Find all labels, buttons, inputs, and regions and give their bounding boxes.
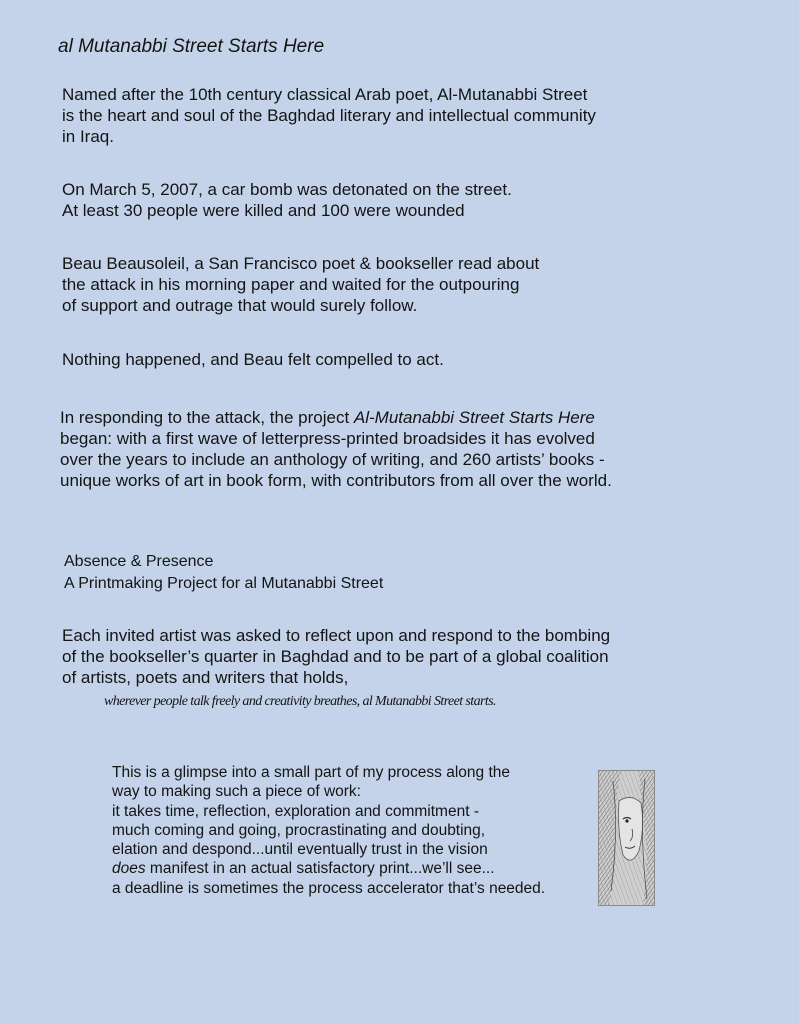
sketch-drawing — [599, 771, 654, 905]
project-line: unique works of art in book form, with contributors from all over the world. — [60, 471, 612, 490]
project-title-italic: Al-Mutanabbi Street Starts Here — [353, 408, 595, 427]
bombing-line: At least 30 people were killed and 100 were wounded — [62, 201, 465, 220]
process-line: This is a glimpse into a small part of my process along the — [112, 764, 511, 781]
absence-heading-block — [64, 551, 383, 595]
invite-line: Each invited artist was asked to reflect upon and respond to the bombing — [62, 626, 611, 645]
nothing-line: Nothing happened, and Beau felt compelled to act. — [62, 350, 444, 369]
beau-line: the attack in his morning paper and waited for the outpouring — [62, 275, 520, 294]
process-line: elation and despond...until eventually trust in the vision — [112, 841, 488, 859]
invite-paragraph — [62, 625, 610, 688]
process-line: way to making such a piece of work: — [112, 783, 361, 801]
sketch-thumbnail-image — [598, 770, 655, 906]
intro-paragraph — [62, 84, 596, 147]
process-line-rest: manifest in an actual satisfactory print...we’ll see... — [145, 860, 495, 878]
intro-line: is the heart and soul of the Baghdad literary and intellectual community — [62, 106, 596, 125]
project-line: over the years to include an anthology of writing, and 260 artists’ books - — [60, 450, 605, 469]
invite-line: of the bookseller’s quarter in Baghdad and to be part of a global coalition — [62, 647, 609, 666]
process-line — [112, 859, 545, 878]
process-italic-word: does — [112, 860, 146, 878]
bombing-paragraph — [62, 179, 512, 221]
project-line-prefix: In responding to the attack, the project — [60, 408, 354, 427]
project-line: began: with a first wave of letterpress-printed broadsides it has evolved — [60, 429, 595, 448]
beau-paragraph — [62, 253, 539, 316]
section-subheading: A Printmaking Project for al Mutanabbi Street — [64, 575, 384, 592]
process-paragraph — [112, 763, 545, 898]
process-line: it takes time, reflection, exploration and commitment - — [112, 802, 479, 820]
beau-line: Beau Beausoleil, a San Francisco poet & bookseller read about — [62, 254, 540, 273]
quote-line: wherever people talk freely and creativity breathes, al Mutanabbi Street starts. — [104, 694, 496, 709]
project-paragraph — [60, 407, 612, 491]
intro-line: Named after the 10th century classical Arab poet, Al-Mutanabbi Street — [62, 85, 588, 104]
project-line — [60, 407, 612, 428]
page-title: al Mutanabbi Street Starts Here — [58, 36, 325, 57]
process-line: much coming and going, procrastinating and doubting, — [112, 821, 486, 839]
invite-line: of artists, poets and writers that holds, — [62, 668, 349, 687]
beau-line: of support and outrage that would surely follow. — [62, 296, 418, 315]
process-line: a deadline is sometimes the process accelerator that’s needed. — [112, 879, 546, 897]
bombing-line: On March 5, 2007, a car bomb was detonated on the street. — [62, 180, 512, 199]
section-heading: Absence & Presence — [64, 553, 214, 570]
intro-line: in Iraq. — [62, 127, 114, 146]
nothing-paragraph — [62, 349, 444, 370]
